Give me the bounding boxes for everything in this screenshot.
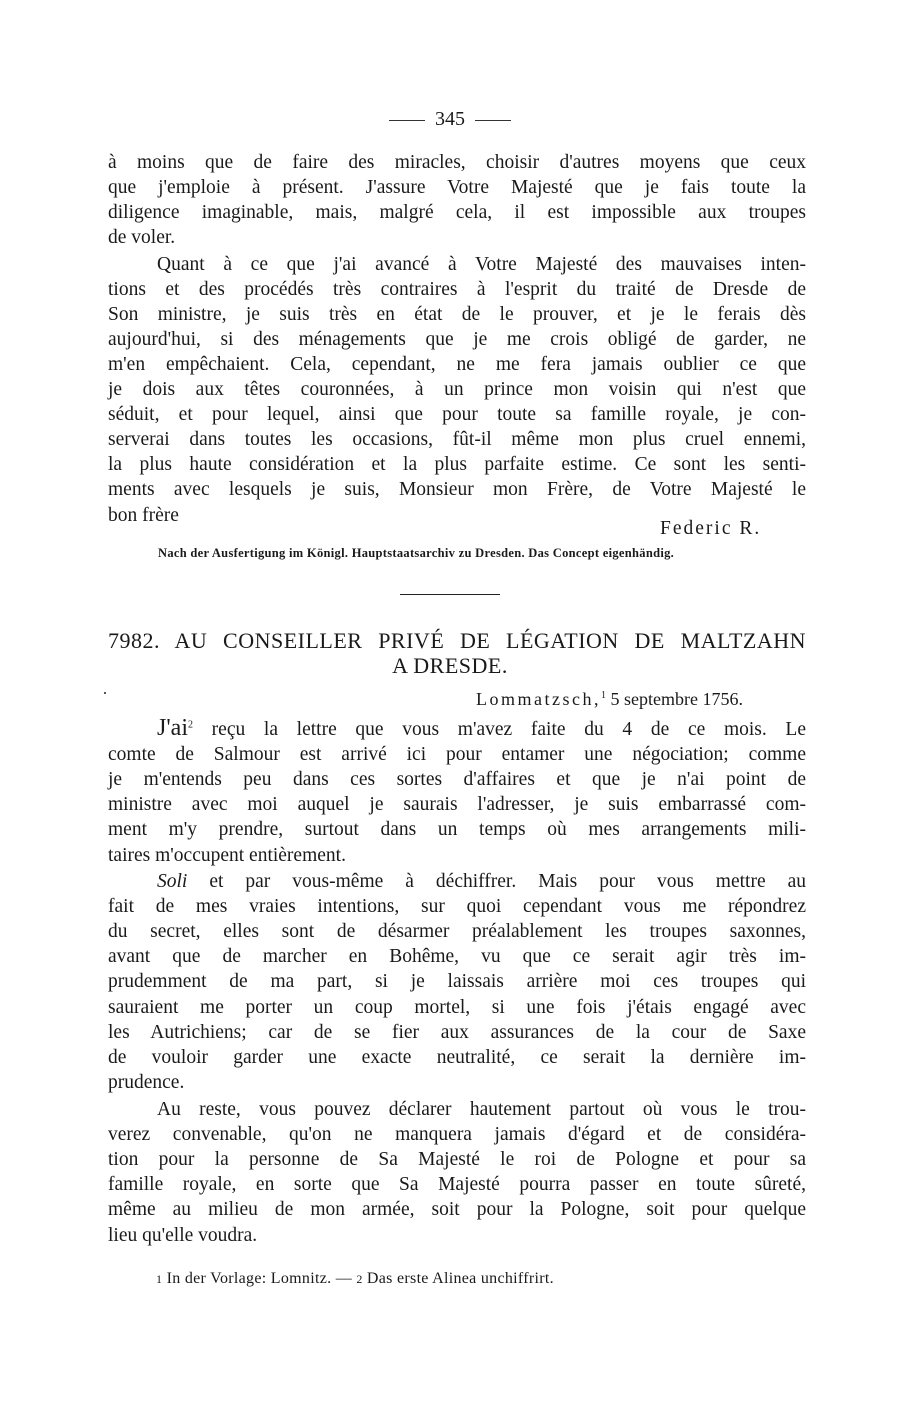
text-line: verez convenable, qu'on ne manquera jamais d'égard et de considéra- [108,1124,806,1145]
footnote-2-mark: 2 [356,1272,363,1286]
text-line: Son ministre, je suis très en état de le prouver, et je le ferais dès [108,304,806,325]
text-line: famille royale, en sorte que Sa Majesté pourra passer en toute sûreté, [108,1174,806,1195]
footnote-1-mark: 1 [156,1272,163,1286]
text-line: prudence. [108,1072,185,1093]
dateline-date: 5 septembre 1756. [605,689,743,709]
text-line: aujourd'hui, si des ménagements que je me crois obligé de garder, ne [108,329,806,350]
soli-word: Soli [157,871,188,892]
footnote-ref-2: 2 [187,719,193,731]
text-line: diligence imaginable, mais, malgré cela, il est impossible aux troupes [108,202,806,223]
text-line: même au milieu de mon armée, soit pour la Pologne, soit pour quelque [108,1199,806,1220]
text-line: tions et des procédés très contraires à l'esprit du traité de Dresde de [108,279,806,300]
letter-heading-line2: A DRESDE. [392,653,508,678]
text-line: séduit, et pour lequel, ainsi que pour toute sa famille royale, je con- [108,404,806,425]
text-line: serverai dans toutes les occasions, fût-il même mon plus cruel ennemi, [108,429,806,450]
text-line: tion pour la personne de Sa Majesté le roi de Pologne et pour sa [108,1149,806,1170]
text-line: à moins que de faire des miracles, choisir d'autres moyens que ceux [108,152,806,173]
footnote-2-text: Das erste Alinea unchiffrirt. [362,1270,554,1287]
text-line [157,716,806,742]
text-line: ment m'y prendre, surtout dans un temps où mes arrangements mili- [108,819,806,840]
text-line: Au reste, vous pouvez déclarer hautement partout où vous le trou- [157,1099,806,1120]
text-line: prudemment de ma part, si je laissais arrière moi ces troupes qui [108,971,806,992]
text-line: m'en empêchaient. Cela, cependant, ne me fera jamais oublier ce que [108,354,806,375]
page-number: 345 [435,108,465,130]
text-line: comte de Salmour est arrivé ici pour entamer une négociation; comme [108,744,806,765]
text-line: taires m'occupent entièrement. [108,845,346,866]
footnotes [156,1270,554,1288]
footnote-1-text: In der Vorlage: Lomnitz. — [162,1270,357,1287]
letter-heading-line1: 7982. AU CONSEILLER PRIVÉ DE LÉGATION DE MALTZAHN [108,628,806,653]
text-line: les Autrichiens; car de se fier aux assurances de la cour de Saxe [108,1022,806,1043]
text-line: avant que de marcher en Bohême, vu que ce serait agir très im- [108,946,806,967]
ink-speck [104,692,106,694]
text-line: bon frère [108,505,179,526]
paragraph-2-first-line: et par vous-même à déchiffrer. Mais pour vous mettre au [187,871,806,892]
text-line: lieu qu'elle voudra. [108,1225,258,1246]
opening-word: J'ai [157,715,188,741]
text-line: je dois aux têtes couronnées, à un prince mon voisin qui n'est que [108,379,806,400]
signature: Federic R. [660,518,762,539]
text-line: du secret, elles sont de désarmer préalablement les troupes saxonnes, [108,921,806,942]
text-line [157,869,806,894]
dateline [476,689,743,710]
header-dash-left [389,120,425,121]
text-line: je m'entends peu dans ces sortes d'affaires et que je n'ai point de [108,769,806,790]
text-line: ments avec lesquels je suis, Monsieur mon Frère, de Votre Majesté le [108,479,806,500]
text-line: la plus haute considération et la plus parfaite estime. Ce sont les senti- [108,454,806,475]
text-line: que j'emploie à présent. J'assure Votre Majesté que je fais toute la [108,177,806,198]
text-line: Quant à ce que j'ai avancé à Votre Majesté des mauvaises inten- [157,254,806,275]
page-number-header [0,108,900,131]
source-note: Nach der Ausfertigung im Königl. Hauptstaatsarchiv zu Dresden. Das Concept eigenhändig. [158,546,675,560]
text-line: de vouloir garder une exacte neutralité, ce serait la dernière im- [108,1047,806,1068]
header-dash-right [475,120,511,121]
opening-line-rest: reçu la lettre que vous m'avez faite du 4 de ce mois. Le [192,719,806,740]
text-line: ministre avec moi auquel je saurais l'adresser, je suis embarrassé com- [108,794,806,815]
dateline-place: Lommatzsch, [476,689,601,709]
section-divider [400,594,500,595]
text-line: sauraient me porter un coup mortel, si une fois j'étais engagé avec [108,997,806,1018]
text-line: fait de mes vraies intentions, sur quoi cependant vous me répondrez [108,896,806,917]
footnote-ref-1: 1 [600,690,606,701]
text-line: de voler. [108,227,176,248]
